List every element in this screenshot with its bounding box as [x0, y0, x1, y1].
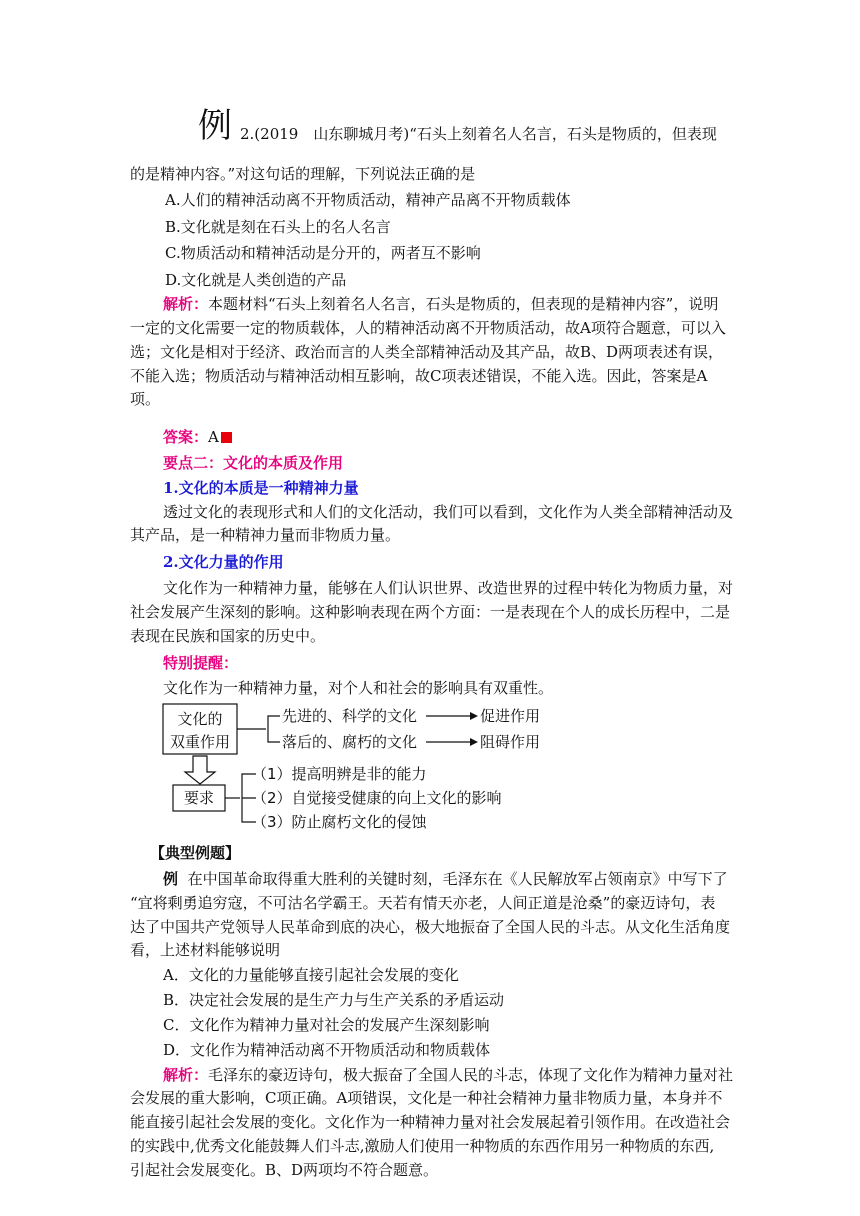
down-arrow — [185, 756, 215, 784]
special-reminder-text: 文化作为一种精神力量，对个人和社会的影响具有双重性。 — [163, 679, 554, 697]
section-2-title: 2.文化力量的作用 — [163, 553, 284, 571]
requirements-box-label: 要求 — [183, 789, 215, 807]
option-d: D.文化就是人类创造的产品 — [165, 271, 347, 289]
arrow-head — [470, 738, 478, 746]
analysis-2-line: 会发展的重大影响，C项正确。A项错误，文化是一种社会精神力量非物质力量，本身并不 — [130, 1089, 723, 1107]
section-2-line: 文化作为一种精神力量，能够在人们认识世界、改造世界的过程中转化为物质力量，对 — [163, 579, 734, 597]
requirement-2: （2）自觉接受健康的向上文化的影响 — [252, 789, 502, 807]
dual-role-box-line2: 双重作用 — [169, 733, 231, 751]
analysis-label: 解析： — [163, 295, 209, 313]
section-1-title: 1.文化的本质是一种精神力量 — [163, 479, 359, 497]
branch-advanced-culture: 先进的、科学的文化 — [282, 707, 418, 725]
analysis-1-first: 解析：本题材料“石头上刻着名人名言，石头是物质的，但表现的是精神内容”，说明 — [163, 295, 719, 313]
bracket — [268, 716, 280, 742]
section-2-line: 表现在民族和国家的历史中。 — [130, 627, 326, 645]
section-1-line: 透过文化的表现形式和人们的文化活动，我们可以看到，文化作为人类全部精神活动及 — [163, 503, 734, 521]
arrow-head — [470, 712, 478, 720]
option-c: C．文化作为精神力量对社会的发展产生深刻影响 — [163, 1016, 490, 1034]
section-2-line: 社会发展产生深刻的影响。这种影响表现在两个方面：一是表现在个人的成长历程中，二是 — [130, 603, 731, 621]
analysis-1-line: 选；文化是相对于经济、政治而言的人类全部精神活动及其产品，故B、D两项表述有误， — [130, 343, 724, 361]
analysis-label: 解析： — [163, 1066, 209, 1084]
option-c: C.物质活动和精神活动是分开的，两者互不影响 — [165, 244, 481, 262]
key-point-title: 要点二：文化的本质及作用 — [163, 454, 344, 472]
branch-promote-effect: 促进作用 — [480, 707, 541, 725]
answer-value: A — [208, 428, 219, 446]
example-marker: 例 — [198, 106, 232, 146]
analysis-2-line: 能直接引起社会发展的变化。文化作为一种精神力量对社会发展起着引领作用。在改造社会 — [130, 1113, 731, 1131]
analysis-1-line: 不能入选；物质活动与精神活动相互影响，故C项表述错误，不能入选。因此，答案是A — [130, 367, 708, 385]
requirement-3: （3）防止腐朽文化的侵蚀 — [252, 813, 427, 831]
example-2-line: 达了中国共产党领导人民革命到底的决心，极大地振奋了全国人民的斗志。从文化生活角度 — [130, 918, 731, 936]
example-2-line: “宜将剩勇追穷寇，不可沽名学霸王。天若有情天亦老，人间正道是沧桑”的豪迈诗句，表 — [130, 894, 716, 912]
example-2-first: 例 在中国革命取得重大胜利的关键时刻，毛泽东在《人民解放军占领南京》中写下了 — [163, 870, 728, 888]
section-1-line: 其产品，是一种精神力量而非物质力量。 — [130, 526, 401, 544]
option-b: B．决定社会发展的是生产力与生产关系的矛盾运动 — [163, 991, 505, 1009]
option-a: A.人们的精神活动离不开物质活动，精神产品离不开物质载体 — [165, 191, 571, 209]
dual-role-box-line1: 文化的 — [177, 710, 223, 728]
answer-label: 答案： — [163, 428, 209, 446]
analysis-2-line: 的实践中,优秀文化能鼓舞人们斗志,激励人们使用一种物质的东西作用另一种物质的东西, — [130, 1137, 715, 1155]
analysis-1-line: 项。 — [130, 390, 161, 408]
option-b: B.文化就是刻在石头上的名人名言 — [165, 218, 391, 236]
example-question-header: 2.(2019 山东聊城月考)“石头上刻着名人名言，石头是物质的，但表现 — [240, 125, 717, 143]
example-question-cont: 的是精神内容。”对这句话的理解，下列说法正确的是 — [130, 165, 476, 183]
requirement-1: （1）提高明辨是非的能力 — [252, 765, 427, 783]
branch-backward-culture: 落后的、腐朽的文化 — [282, 733, 418, 751]
branch-hinder-effect: 阻碍作用 — [480, 733, 541, 751]
typical-examples-heading: 【典型例题】 — [150, 844, 241, 862]
option-d: D．文化作为精神活动离不开物质活动和物质载体 — [163, 1041, 491, 1059]
analysis-1-line: 一定的文化需要一定的物质载体，人的精神活动离不开物质活动，故A项符合题意，可以入 — [130, 319, 726, 337]
analysis-2-first: 解析：毛泽东的豪迈诗句，极大振奋了全国人民的斗志，体现了文化作为精神力量对社 — [163, 1066, 734, 1084]
special-reminder-label: 特别提醒： — [163, 654, 239, 672]
example-2-line: 看，上述材料能够说明 — [130, 941, 281, 959]
analysis-2-line: 引起社会发展变化。B、D两项均不符合题意。 — [130, 1161, 439, 1179]
option-a: A．文化的力量能够直接引起社会发展的变化 — [163, 966, 459, 984]
example-label: 例 — [163, 870, 179, 888]
